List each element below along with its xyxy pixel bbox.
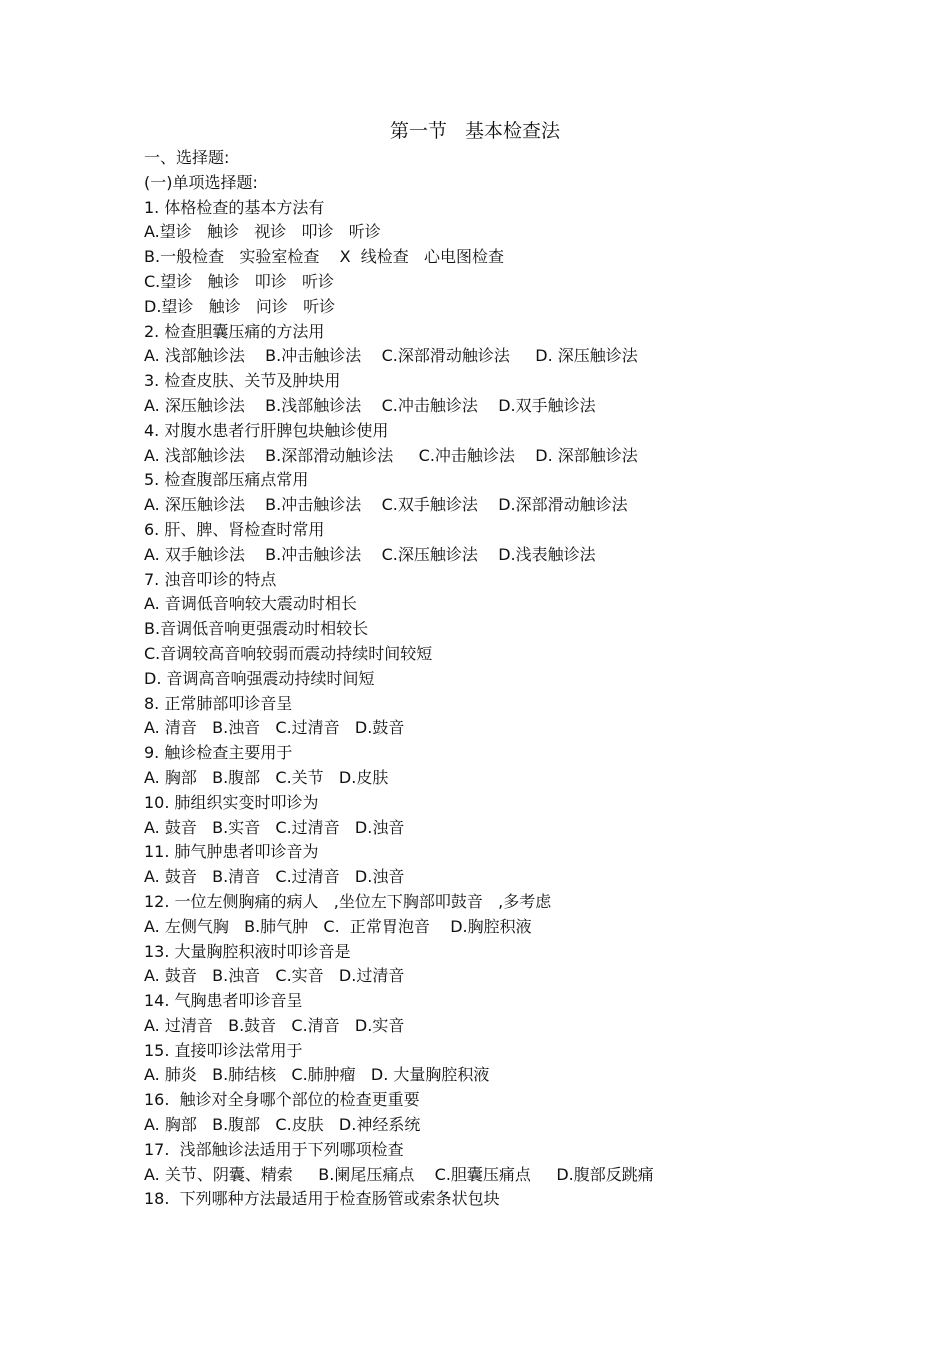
text-line: A. 鼓音 B.实音 C.过清音 D.浊音 xyxy=(144,817,405,837)
text-line: C.望诊 触诊 叩诊 听诊 xyxy=(144,271,335,291)
text-line: 4. 对腹水患者行肝脾包块触诊使用 xyxy=(144,420,389,440)
text-line: A. 鼓音 B.浊音 C.实音 D.过清音 xyxy=(144,966,405,986)
text-line: 15. 直接叩诊法常用于 xyxy=(144,1040,303,1060)
text-line: 5. 检查腹部压痛点常用 xyxy=(144,470,309,490)
text-line: 2. 检查胆囊压痛的方法用 xyxy=(144,321,325,341)
text-line: 18. 下列哪种方法最适用于检查肠管或索条状包块 xyxy=(144,1189,500,1209)
text-line: 14. 气胸患者叩诊音呈 xyxy=(144,991,303,1011)
text-line: A. 双手触诊法 B.冲击触诊法 C.深压触诊法 D.浅表触诊法 xyxy=(144,544,596,564)
text-line: 9. 触诊检查主要用于 xyxy=(144,743,293,763)
text-line: A. 胸部 B.腹部 C.皮肤 D.神经系统 xyxy=(144,1115,421,1135)
text-line: 7. 浊音叩诊的特点 xyxy=(144,569,277,589)
text-line: 6. 肝、脾、肾检查时常用 xyxy=(144,519,325,539)
text-line: 3. 检查皮肤、关节及肿块用 xyxy=(144,371,341,391)
text-line: 11. 肺气肿患者叩诊音为 xyxy=(144,842,319,862)
text-line: 10. 肺组织实变时叩诊为 xyxy=(144,792,319,812)
text-line: A. 深压触诊法 B.浅部触诊法 C.冲击触诊法 D.双手触诊法 xyxy=(144,395,596,415)
document-body xyxy=(144,146,864,1212)
text-line: A. 清音 B.浊音 C.过清音 D.鼓音 xyxy=(144,718,405,738)
text-line: A. 过清音 B.鼓音 C.清音 D.实音 xyxy=(144,1015,405,1035)
text-line: (一)单项选择题: xyxy=(144,172,258,192)
text-line: A. 深压触诊法 B.冲击触诊法 C.双手触诊法 D.深部滑动触诊法 xyxy=(144,495,628,515)
text-line: A.望诊 触诊 视诊 叩诊 听诊 xyxy=(144,222,381,242)
text-line: B.音调低音响更强震动时相较长 xyxy=(144,619,369,639)
text-line: A. 音调低音响较大震动时相长 xyxy=(144,594,357,614)
text-line: A. 浅部触诊法 B.深部滑动触诊法 C.冲击触诊法 D. 深部触诊法 xyxy=(144,445,638,465)
text-line: 17. 浅部触诊法适用于下列哪项检查 xyxy=(144,1139,404,1159)
text-line: 1. 体格检查的基本方法有 xyxy=(144,197,325,217)
text-line: D.望诊 触诊 问诊 听诊 xyxy=(144,296,336,316)
page-title: 第一节 基本检查法 xyxy=(389,120,561,142)
text-line: 12. 一位左侧胸痛的病人 ,坐位左下胸部叩鼓音 ,多考虑 xyxy=(144,891,552,911)
text-line: A. 浅部触诊法 B.冲击触诊法 C.深部滑动触诊法 D. 深压触诊法 xyxy=(144,346,638,366)
text-line: A. 左侧气胸 B.肺气肿 C. 正常胃泡音 D.胸腔积液 xyxy=(144,916,532,936)
text-line: 一、选择题: xyxy=(144,148,230,167)
text-line: 13. 大量胸腔积液时叩诊音是 xyxy=(144,941,351,961)
text-line: B.一般检查 实验室检查 X 线检查 心电图检查 xyxy=(144,247,505,267)
text-line: A. 鼓音 B.清音 C.过清音 D.浊音 xyxy=(144,867,405,887)
text-line: A. 肺炎 B.肺结核 C.肺肿瘤 D. 大量胸腔积液 xyxy=(144,1065,490,1085)
text-line: D. 音调高音响强震动持续时间短 xyxy=(144,668,375,688)
text-line: A. 胸部 B.腹部 C.关节 D.皮肤 xyxy=(144,767,389,787)
text-line: A. 关节、阴囊、精索 B.阑尾压痛点 C.胆囊压痛点 D.腹部反跳痛 xyxy=(144,1164,654,1184)
text-line: 16. 触诊对全身哪个部位的检查更重要 xyxy=(144,1090,420,1110)
text-line: C.音调较高音响较弱而震动持续时间较短 xyxy=(144,643,433,663)
text-line: 8. 正常肺部叩诊音呈 xyxy=(144,693,293,713)
